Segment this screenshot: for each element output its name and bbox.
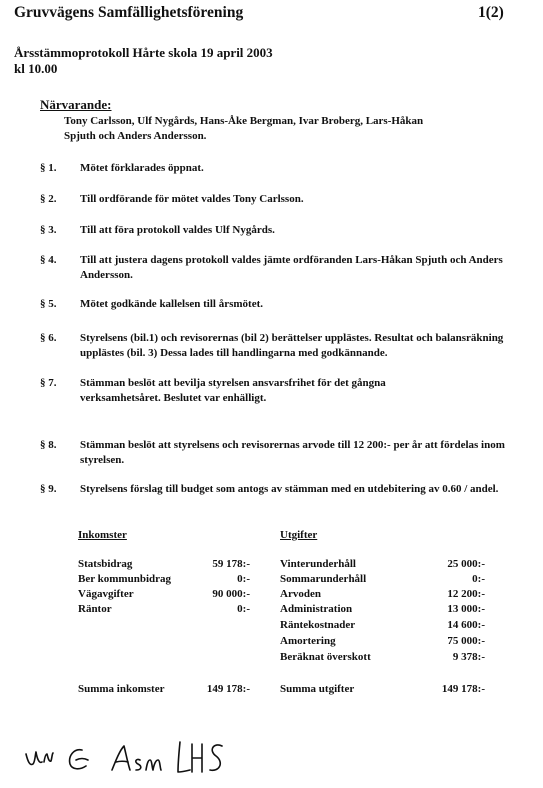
expense-amount: 75 000:- xyxy=(447,635,485,647)
paragraph-text: Stämman beslöt att styrelsens och revisorernas arvode till 12 200:- per år att fördelas inom styrelsen. xyxy=(80,439,505,466)
expenses-heading: Utgifter xyxy=(280,529,318,541)
expense-label: Arvoden xyxy=(280,588,321,600)
paragraph-number: § 5. xyxy=(40,298,57,310)
expense-label: Administration xyxy=(280,603,353,615)
expense-label: Räntekostnader xyxy=(280,619,356,631)
page-number: 1(2) xyxy=(478,4,504,21)
paragraph-text: Mötet godkände kallelsen till årsmötet. xyxy=(80,298,264,310)
expense-amount: 14 600:- xyxy=(447,619,485,631)
expense-amount: 9 378:- xyxy=(452,651,485,663)
paragraph-text: Till att justera dagens protokoll valdes jämte ordföranden Lars-Håkan Spjuth och Anders Andersson. xyxy=(80,254,503,281)
paragraph-text: Till att föra protokoll valdes Ulf Nygårds. xyxy=(80,224,275,236)
attendees-heading: Närvarande: xyxy=(40,97,112,112)
income-label: Räntor xyxy=(78,603,112,615)
income-label: Statsbidrag xyxy=(78,558,133,570)
paragraph-number: § 7. xyxy=(40,377,57,389)
protocol-title: Årsstämmoprotokoll Hårte skola 19 april 2003 xyxy=(14,45,273,60)
income-total: 149 178:- xyxy=(206,683,250,695)
paragraph-number: § 3. xyxy=(40,224,57,236)
association-title: Gruvvägens Samfällighetsförening xyxy=(14,4,244,21)
paragraph-number: § 1. xyxy=(40,162,57,174)
expense-label: Vinterunderhåll xyxy=(280,558,356,570)
income-amount: 0:- xyxy=(237,573,250,585)
income-amount: 0:- xyxy=(237,603,250,615)
expense-amount: 25 000:- xyxy=(447,558,485,570)
expense-label: Sommarunderhåll xyxy=(280,573,367,585)
paragraph-number: § 2. xyxy=(40,193,57,205)
expense-amount: 0:- xyxy=(472,573,485,585)
attendees-line-2: Spjuth och Anders Andersson. xyxy=(64,130,207,142)
income-label: Vägavgifter xyxy=(78,588,134,600)
income-amount: 59 178:- xyxy=(212,558,250,570)
expense-label: Amortering xyxy=(280,635,336,647)
handwritten-signatures xyxy=(22,736,232,782)
paragraph-text: Mötet förklarades öppnat. xyxy=(80,162,204,174)
expense-amount: 12 200:- xyxy=(447,588,485,600)
income-label: Ber kommunbidrag xyxy=(78,573,172,585)
paragraph-text: Till ordförande för mötet valdes Tony Carlsson. xyxy=(80,193,304,205)
paragraph-number: § 6. xyxy=(40,332,57,344)
protocol-time: kl 10.00 xyxy=(14,61,58,76)
expense-label: Beräknat överskott xyxy=(280,651,371,663)
income-total-label: Summa inkomster xyxy=(78,683,165,695)
expense-amount: 13 000:- xyxy=(447,603,485,615)
paragraph-number: § 4. xyxy=(40,254,57,266)
paragraph-text: Styrelsens förslag till budget som antogs av stämman med en utdebitering av 0.60 / andel. xyxy=(80,483,499,495)
paragraph-number: § 9. xyxy=(40,483,57,495)
expense-total-label: Summa utgifter xyxy=(280,683,355,695)
income-heading: Inkomster xyxy=(78,529,127,541)
paragraph-text: Stämman beslöt att bevilja styrelsen ansvarsfrihet för det gångna verksamhetsåret. Beslutet var enhälligt. xyxy=(80,377,386,404)
attendees-line-1: Tony Carlsson, Ulf Nygårds, Hans-Åke Bergman, Ivar Broberg, Lars-Håkan xyxy=(64,115,424,127)
paragraph-text: Styrelsens (bil.1) och revisorernas (bil 2) berättelser upplästes. Resultat och balansräkning upplästes (bil. 3) Dessa lades till handlingarna med godkännande. xyxy=(80,332,504,359)
income-amount: 90 000:- xyxy=(212,588,250,600)
expense-total: 149 178:- xyxy=(441,683,485,695)
paragraph-number: § 8. xyxy=(40,439,57,451)
